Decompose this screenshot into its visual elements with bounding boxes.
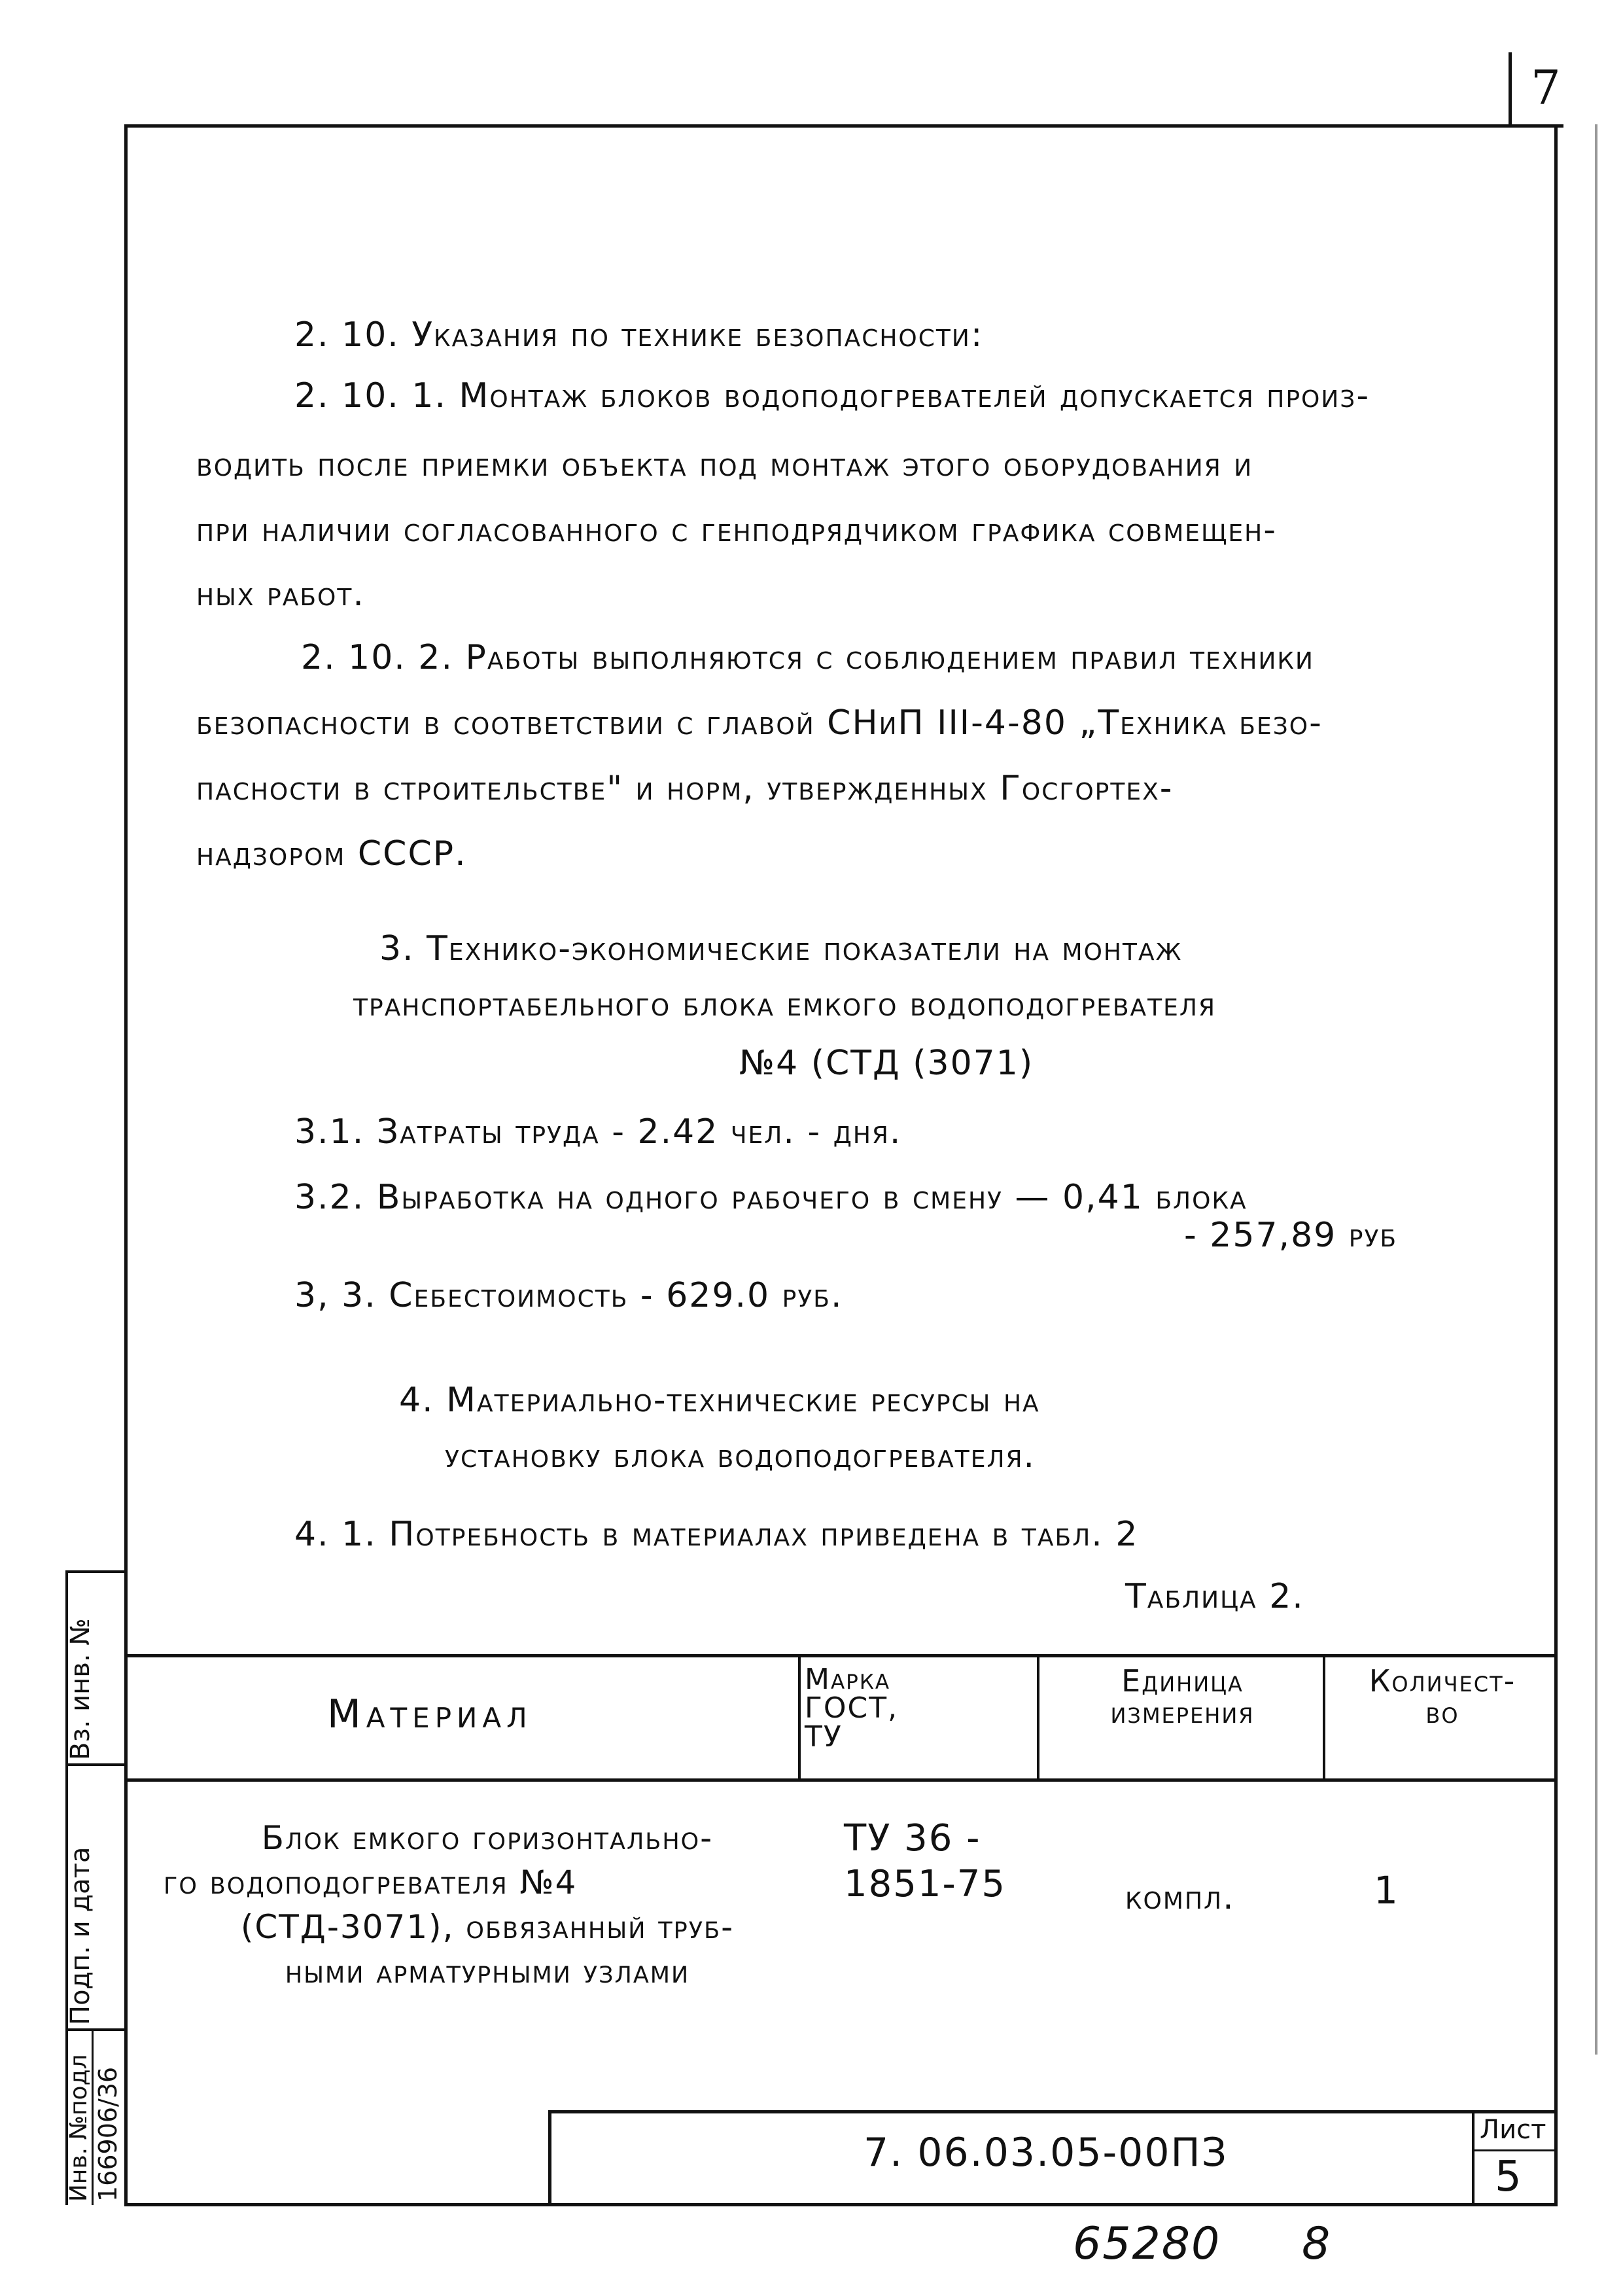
- table-row-material-line-4: ными арматурными узлами: [285, 1952, 690, 1990]
- section-2-10-1-line-4: ных работ.: [196, 574, 365, 614]
- title-block-sheet-label-line: [1472, 2149, 1558, 2151]
- section-2-10-1-line-2: водить после приемки объекта под монтаж этого оборудования и: [196, 445, 1253, 484]
- section-3-title-line-3: №4 (СТД (3071): [739, 1044, 1034, 1083]
- item-3-1: 3.1. Затраты труда - 2.42 чел. - дня.: [294, 1112, 902, 1152]
- section-4-title-line-2: установку блока водоподогревателя.: [445, 1436, 1036, 1475]
- table-header-quantity: [1328, 1665, 1557, 1728]
- item-4-1: 4. 1. Потребность в материалах приведена в табл. 2: [294, 1515, 1139, 1554]
- top-frame-line: [124, 124, 1563, 128]
- section-2-10-2-line-2: безопасности в соответствии с главой СНиП III-4-80 „Техника безо-: [196, 703, 1323, 743]
- table-row-marka: [844, 1816, 1006, 1907]
- table-header-quantity-line-1: Количест-: [1369, 1663, 1516, 1699]
- table-header-marka-line-3: ТУ: [805, 1720, 843, 1754]
- table-row-material-line-3: (СТД-3071), обвязанный труб-: [240, 1908, 735, 1946]
- title-block-top: [548, 2110, 1558, 2113]
- table-row-quantity: 1: [1374, 1868, 1399, 1913]
- side-stamp-inv-podl: Инв. №подл: [65, 2054, 92, 2202]
- section-2-10-heading: 2. 10. Указания по технике безопасности:: [294, 315, 984, 355]
- side-stamp-podp-data: Подп. и дата: [65, 1846, 96, 2025]
- side-stamp-divider-1: [65, 1763, 126, 1766]
- title-block-sheet-number: 5: [1495, 2153, 1523, 2201]
- table-caption: Таблица 2.: [1125, 1577, 1304, 1616]
- title-block-sheet-label: Лист: [1480, 2115, 1546, 2145]
- bottom-frame-line: [124, 2203, 1558, 2206]
- item-3-3: 3, 3. Себестоимость - 629.0 руб.: [294, 1276, 843, 1315]
- table-col-divider-2: [1037, 1654, 1039, 1782]
- section-4-title-line-1: 4. Материально-технические ресурсы на: [399, 1381, 1040, 1420]
- table-header-marka-line-2: ГОСТ,: [805, 1691, 899, 1725]
- title-block-doc-code: 7. 06.03.05-00ПЗ: [864, 2130, 1229, 2176]
- table-row-material: [164, 1816, 811, 1994]
- right-frame-line: [1554, 124, 1558, 2205]
- table-header-bottom-line: [124, 1778, 1558, 1782]
- table-row-marka-line-1: ТУ 36 -: [844, 1817, 981, 1860]
- table-row-unit: компл.: [1125, 1878, 1235, 1917]
- table-row-material-line-2: го водоподогревателя №4: [164, 1863, 578, 1901]
- side-stamp-vz-inv: Вз. инв. №: [65, 1618, 96, 1760]
- section-2-10-2-line-4: надзором СССР.: [196, 834, 467, 874]
- outer-right-edge: [1595, 124, 1597, 2055]
- table-header-unit-line-1: Единица: [1121, 1663, 1244, 1699]
- title-block-left: [548, 2110, 551, 2205]
- side-stamp-inv-podl-value: 166906/36: [94, 2066, 122, 2202]
- table-row-material-line-1: Блок емкого горизонтально-: [261, 1819, 714, 1857]
- section-3-title-line-1: 3. Технико-экономические показатели на монтаж: [379, 929, 1183, 968]
- table-top-line: [124, 1654, 1558, 1657]
- corner-page-number: 7: [1531, 60, 1562, 115]
- item-3-2: 3.2. Выработка на одного рабочего в смену — 0,41 блока: [294, 1178, 1248, 1217]
- table-header-marka: [805, 1665, 916, 1752]
- side-stamp-divider-2: [65, 2028, 126, 2031]
- section-2-10-1-line-3: при наличии согласованного с генподрядчиком графика совмещен-: [196, 510, 1277, 550]
- footer-number-right: 8: [1302, 2218, 1332, 2270]
- table-col-divider-3: [1323, 1654, 1325, 1782]
- table-row-marka-line-2: 1851-75: [844, 1863, 1006, 1905]
- left-frame-line: [124, 124, 128, 2205]
- item-3-2-second-value: - 257,89 руб: [1184, 1216, 1398, 1255]
- section-2-10-1-line-1: 2. 10. 1. Монтаж блоков водоподогревателей допускается произ-: [294, 376, 1370, 415]
- table-header-quantity-line-2: во: [1425, 1695, 1459, 1730]
- section-2-10-2-line-3: пасности в строительстве" и норм, утвержденных Госгортех-: [196, 769, 1174, 808]
- table-header-unit: [1043, 1665, 1321, 1728]
- title-block-sheet-divider: [1472, 2110, 1475, 2205]
- section-2-10-2-line-1: 2. 10. 2. Работы выполняются с соблюдением правил техники: [301, 638, 1314, 677]
- table-header-unit-line-2: измерения: [1110, 1695, 1255, 1730]
- table-header-marka-line-1: Марка: [805, 1663, 891, 1696]
- table-header-material: Материал: [327, 1691, 532, 1737]
- page-number-tick: [1509, 52, 1512, 128]
- section-3-title-line-2: транспортабельного блока емкого водоподогревателя: [353, 985, 1216, 1024]
- footer-number-left: 65280: [1073, 2218, 1221, 2270]
- side-stamp-top: [65, 1570, 126, 1573]
- table-col-divider-1: [798, 1654, 801, 1782]
